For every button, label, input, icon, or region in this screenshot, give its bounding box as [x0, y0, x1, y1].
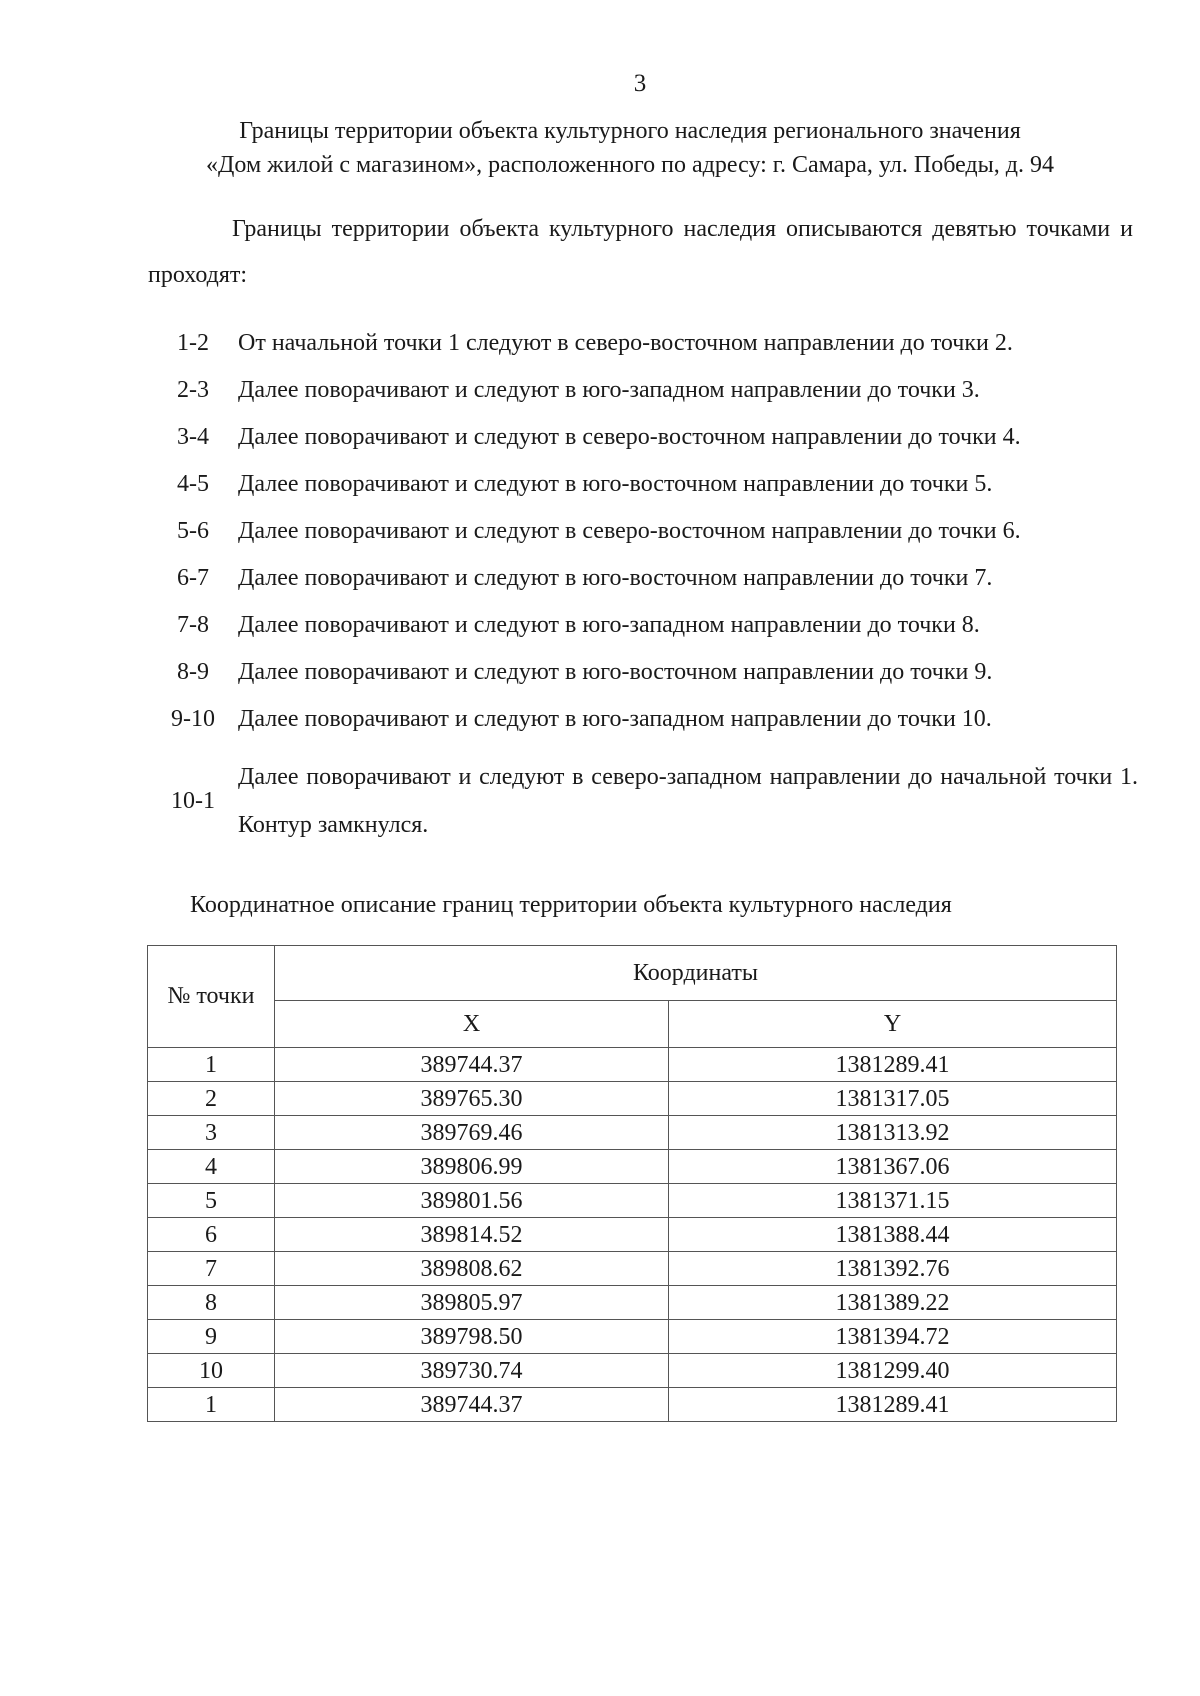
route-text: Далее поворачивают и следуют в юго-западном направлении до точки 3. [238, 377, 980, 403]
route-row [148, 471, 1138, 518]
route-text: Далее поворачивают и следуют в северо-западном направлении до начальной точки 1. Контур замкнулся. [238, 764, 1138, 838]
cell-point: 2 [148, 1082, 275, 1116]
cell-x: 389808.62 [275, 1252, 669, 1286]
route-text: Далее поворачивают и следуют в юго-западном направлении до точки 8. [238, 612, 980, 638]
table-row [148, 1150, 1117, 1184]
cell-y: 1381394.72 [669, 1320, 1117, 1354]
route-text: Далее поворачивают и следуют в юго-западном направлении до точки 10. [238, 706, 992, 732]
route-row [148, 565, 1138, 612]
cell-point: 8 [148, 1286, 275, 1320]
route-row [148, 612, 1138, 659]
cell-y: 1381367.06 [669, 1150, 1117, 1184]
cell-point: 5 [148, 1184, 275, 1218]
header-point-number: № точки [148, 946, 275, 1048]
route-segment: 8-9 [177, 659, 209, 685]
route-segment: 2-3 [177, 377, 209, 403]
coordinates-table [147, 945, 1117, 1422]
route-segment: 9-10 [171, 706, 215, 732]
route-row [148, 330, 1138, 377]
route-segment: 5-6 [177, 518, 209, 544]
route-text: Далее поворачивают и следуют в северо-восточном направлении до точки 4. [238, 424, 1021, 450]
cell-x: 389814.52 [275, 1218, 669, 1252]
table-row [148, 1082, 1117, 1116]
cell-x: 389744.37 [275, 1048, 669, 1082]
header-x: X [275, 1001, 669, 1048]
route-description [148, 330, 1138, 849]
intro-paragraph [148, 206, 1133, 298]
cell-y: 1381299.40 [669, 1354, 1117, 1388]
cell-point: 7 [148, 1252, 275, 1286]
route-row [148, 377, 1138, 424]
header-y: Y [669, 1001, 1117, 1048]
route-row [148, 659, 1138, 706]
table-row [148, 1218, 1117, 1252]
cell-y: 1381313.92 [669, 1116, 1117, 1150]
route-text: Далее поворачивают и следуют в юго-восточном направлении до точки 9. [238, 659, 993, 685]
cell-point: 4 [148, 1150, 275, 1184]
route-row [148, 753, 1138, 849]
cell-point: 6 [148, 1218, 275, 1252]
document-heading [140, 114, 1120, 182]
table-row [148, 1388, 1117, 1422]
cell-point: 1 [148, 1048, 275, 1082]
route-segment: 1-2 [177, 330, 209, 356]
route-row [148, 706, 1138, 753]
cell-y: 1381392.76 [669, 1252, 1117, 1286]
cell-y: 1381289.41 [669, 1388, 1117, 1422]
cell-x: 389765.30 [275, 1082, 669, 1116]
route-text: Далее поворачивают и следуют в северо-восточном направлении до точки 6. [238, 518, 1021, 544]
cell-point: 3 [148, 1116, 275, 1150]
table-row [148, 1286, 1117, 1320]
intro-text: Границы территории объекта культурного наследия описываются девятью точками и проходят: [148, 216, 1133, 288]
cell-y: 1381289.41 [669, 1048, 1117, 1082]
route-segment: 4-5 [177, 471, 209, 497]
cell-point: 1 [148, 1388, 275, 1422]
cell-x: 389769.46 [275, 1116, 669, 1150]
cell-point: 9 [148, 1320, 275, 1354]
route-segment: 10-1 [171, 788, 215, 814]
cell-point: 10 [148, 1354, 275, 1388]
page-number: 3 [633, 70, 647, 97]
cell-x: 389806.99 [275, 1150, 669, 1184]
route-row [148, 518, 1138, 565]
route-text: Далее поворачивают и следуют в юго-восточном направлении до точки 7. [238, 565, 993, 591]
table-row [148, 1320, 1117, 1354]
cell-x: 389801.56 [275, 1184, 669, 1218]
route-segment: 6-7 [177, 565, 209, 591]
table-caption: Координатное описание границ территории объекта культурного наследия [190, 892, 952, 918]
heading-line-2: «Дом жилой с магазином», расположенного по адресу: г. Самара, ул. Победы, д. 94 [206, 152, 1054, 178]
cell-y: 1381371.15 [669, 1184, 1117, 1218]
cell-y: 1381388.44 [669, 1218, 1117, 1252]
table-row [148, 1116, 1117, 1150]
cell-x: 389805.97 [275, 1286, 669, 1320]
cell-x: 389730.74 [275, 1354, 669, 1388]
route-segment: 3-4 [177, 424, 209, 450]
route-text: От начальной точки 1 следуют в северо-восточном направлении до точки 2. [238, 330, 1013, 356]
route-text: Далее поворачивают и следуют в юго-восточном направлении до точки 5. [238, 471, 993, 497]
header-coordinates: Координаты [275, 946, 1117, 1001]
route-segment: 7-8 [177, 612, 209, 638]
table-row [148, 1354, 1117, 1388]
route-row [148, 424, 1138, 471]
cell-x: 389744.37 [275, 1388, 669, 1422]
table-row [148, 1252, 1117, 1286]
cell-y: 1381389.22 [669, 1286, 1117, 1320]
cell-y: 1381317.05 [669, 1082, 1117, 1116]
table-row [148, 1048, 1117, 1082]
heading-line-1: Границы территории объекта культурного наследия регионального значения [239, 118, 1021, 144]
cell-x: 389798.50 [275, 1320, 669, 1354]
table-row [148, 1184, 1117, 1218]
